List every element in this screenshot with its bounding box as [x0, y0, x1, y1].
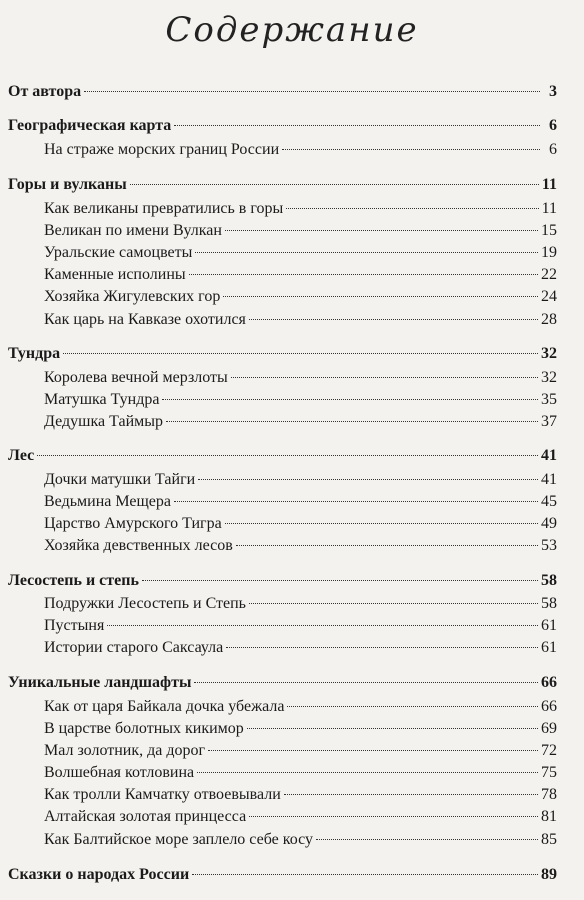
- toc-entry-label: Тундра: [8, 345, 61, 362]
- dot-leader: [189, 274, 538, 275]
- toc-item-row: [44, 513, 557, 535]
- toc-entry-label: Подружки Лесостепь и Степь: [44, 595, 246, 612]
- dot-leader: [284, 794, 538, 795]
- toc-item-row: [44, 469, 557, 491]
- toc-page-number: 72: [541, 742, 557, 759]
- toc-page-number: 85: [541, 831, 557, 848]
- page-title: Содержание: [165, 10, 419, 50]
- dot-leader: [282, 149, 540, 150]
- toc-item-row: [44, 762, 557, 784]
- toc-item-row: [44, 198, 557, 220]
- toc-page-number: 69: [541, 720, 557, 737]
- toc-entry-label: Горы и вулканы: [8, 176, 127, 193]
- toc-item-row: [44, 139, 557, 161]
- dot-leader: [107, 625, 538, 626]
- toc-item-row: [44, 411, 557, 433]
- toc-page-number: 32: [541, 369, 557, 386]
- toc-page-number: 81: [541, 808, 557, 825]
- toc-page-number: 53: [541, 537, 557, 554]
- toc-item-row: [44, 784, 557, 806]
- toc-entry-label: Волшебная котловина: [44, 764, 195, 781]
- dot-leader: [192, 874, 538, 875]
- toc-page-number: 45: [541, 493, 557, 510]
- toc-page-number: 15: [541, 222, 557, 239]
- toc-entry-label: Хозяйка Жигулевских гор: [44, 288, 221, 305]
- toc-item-row: [44, 829, 557, 851]
- dot-leader: [208, 750, 538, 751]
- dot-leader: [231, 377, 538, 378]
- toc-entry-label: Пустыня: [44, 617, 105, 634]
- toc-page-number: 11: [541, 200, 557, 217]
- toc-page-number: 58: [541, 595, 557, 612]
- dot-leader: [130, 184, 539, 185]
- toc-entry-label: Уникальные ландшафты: [8, 674, 192, 691]
- toc-item-row: [44, 593, 557, 615]
- toc-item-row: [44, 264, 557, 286]
- toc-entry-label: Мал золотник, да дорог: [44, 742, 206, 759]
- dot-leader: [236, 545, 538, 546]
- dot-leader: [37, 455, 538, 456]
- toc-page-number: 41: [541, 447, 557, 464]
- toc-section-row: [8, 115, 557, 137]
- toc-entry-label: Алтайская золотая принцесса: [44, 808, 247, 825]
- toc-section-row: [8, 864, 557, 886]
- dot-leader: [226, 647, 538, 648]
- toc-entry-label: Лес: [8, 447, 35, 464]
- toc-page-number: 89: [541, 866, 557, 883]
- toc-page-number: 11: [541, 176, 557, 193]
- toc-item-row: [44, 718, 557, 740]
- toc-page-number: 41: [541, 471, 557, 488]
- toc-page-number: 22: [541, 266, 557, 283]
- toc-entry-label: Дедушка Таймыр: [44, 413, 164, 430]
- toc-page-number: 19: [541, 244, 557, 261]
- dot-leader: [142, 580, 538, 581]
- toc-item-row: [44, 491, 557, 513]
- toc-page-number: 66: [541, 674, 557, 691]
- dot-leader: [195, 252, 538, 253]
- toc-entry-label: В царстве болотных кикимор: [44, 720, 244, 737]
- toc-entry-label: Как Балтийское море заплело себе косу: [44, 831, 313, 848]
- toc-entry-label: Королева вечной мерзлоты: [44, 369, 228, 386]
- toc-page-number: 32: [541, 345, 557, 362]
- toc-section-row: [8, 445, 557, 467]
- toc-section-row: [8, 81, 557, 103]
- dot-leader: [287, 706, 538, 707]
- toc-section-row: [8, 570, 557, 592]
- dot-leader: [194, 682, 538, 683]
- toc-entry-label: Матушка Тундра: [44, 391, 160, 408]
- toc-entry-label: От автора: [8, 83, 82, 100]
- dot-leader: [286, 208, 538, 209]
- dot-leader: [198, 479, 538, 480]
- toc-page-number: 78: [541, 786, 557, 803]
- toc-page-number: 28: [541, 311, 557, 328]
- toc-page-number: 61: [541, 639, 557, 656]
- toc-entry-label: Сказки о народах России: [8, 866, 190, 883]
- toc-entry-label: Царство Амурского Тигра: [44, 515, 222, 532]
- dot-leader: [162, 399, 538, 400]
- dot-leader: [225, 523, 538, 524]
- dot-leader: [174, 501, 538, 502]
- dot-leader: [166, 421, 538, 422]
- toc-item-row: [44, 696, 557, 718]
- toc-section-row: [8, 343, 557, 365]
- dot-leader: [63, 353, 538, 354]
- toc-page-number: 6: [549, 117, 557, 134]
- toc-entry-label: Уральские самоцветы: [44, 244, 193, 261]
- toc-page-number: 61: [541, 617, 557, 634]
- toc-item-row: [44, 367, 557, 389]
- toc-item-row: [44, 389, 557, 411]
- toc-item-row: [44, 220, 557, 242]
- dot-leader: [249, 319, 538, 320]
- toc-entry-label: Хозяйка девственных лесов: [44, 537, 233, 554]
- toc-section-row: [8, 174, 557, 196]
- toc-item-row: [44, 309, 557, 331]
- dot-leader: [174, 125, 540, 126]
- dot-leader: [225, 230, 538, 231]
- toc-item-row: [44, 806, 557, 828]
- toc-page-number: 3: [549, 83, 557, 100]
- toc-entry-label: Как тролли Камчатку отвоевывали: [44, 786, 281, 803]
- toc-section-row: [8, 672, 557, 694]
- toc-page-number: 58: [541, 572, 557, 589]
- toc-entry-label: Как царь на Кавказе охотился: [44, 311, 246, 328]
- toc-entry-label: Дочки матушки Тайги: [44, 471, 196, 488]
- dot-leader: [197, 772, 538, 773]
- toc-item-row: [44, 637, 557, 659]
- toc-entry-label: Каменные исполины: [44, 266, 186, 283]
- toc-item-row: [44, 242, 557, 264]
- toc-entry-label: Великан по имени Вулкан: [44, 222, 222, 239]
- toc-page-number: 75: [541, 764, 557, 781]
- toc-page-number: 37: [541, 413, 557, 430]
- dot-leader: [223, 296, 538, 297]
- dot-leader: [247, 728, 538, 729]
- toc-item-row: [44, 535, 557, 557]
- toc-entry-label: Ведьмина Мещера: [44, 493, 171, 510]
- toc-page-number: 35: [541, 391, 557, 408]
- dot-leader: [249, 816, 538, 817]
- toc-page-number: 49: [541, 515, 557, 532]
- toc-item-row: [44, 286, 557, 308]
- toc-entry-label: Географическая карта: [8, 117, 172, 134]
- toc-entry-label: На страже морских границ России: [44, 141, 280, 158]
- toc-entry-label: Истории старого Саксаула: [44, 639, 224, 656]
- toc-page-number: 66: [541, 698, 557, 715]
- toc-item-row: [44, 615, 557, 637]
- dot-leader: [249, 603, 538, 604]
- toc-entry-label: Лесостепь и степь: [8, 572, 139, 589]
- dot-leader: [316, 839, 538, 840]
- toc-item-row: [44, 740, 557, 762]
- toc-entry-label: Как великаны превратились в горы: [44, 200, 284, 217]
- toc-page-number: 24: [541, 288, 557, 305]
- toc-page-number: 6: [549, 141, 557, 158]
- toc-entry-label: Как от царя Байкала дочка убежала: [44, 698, 285, 715]
- dot-leader: [84, 91, 540, 92]
